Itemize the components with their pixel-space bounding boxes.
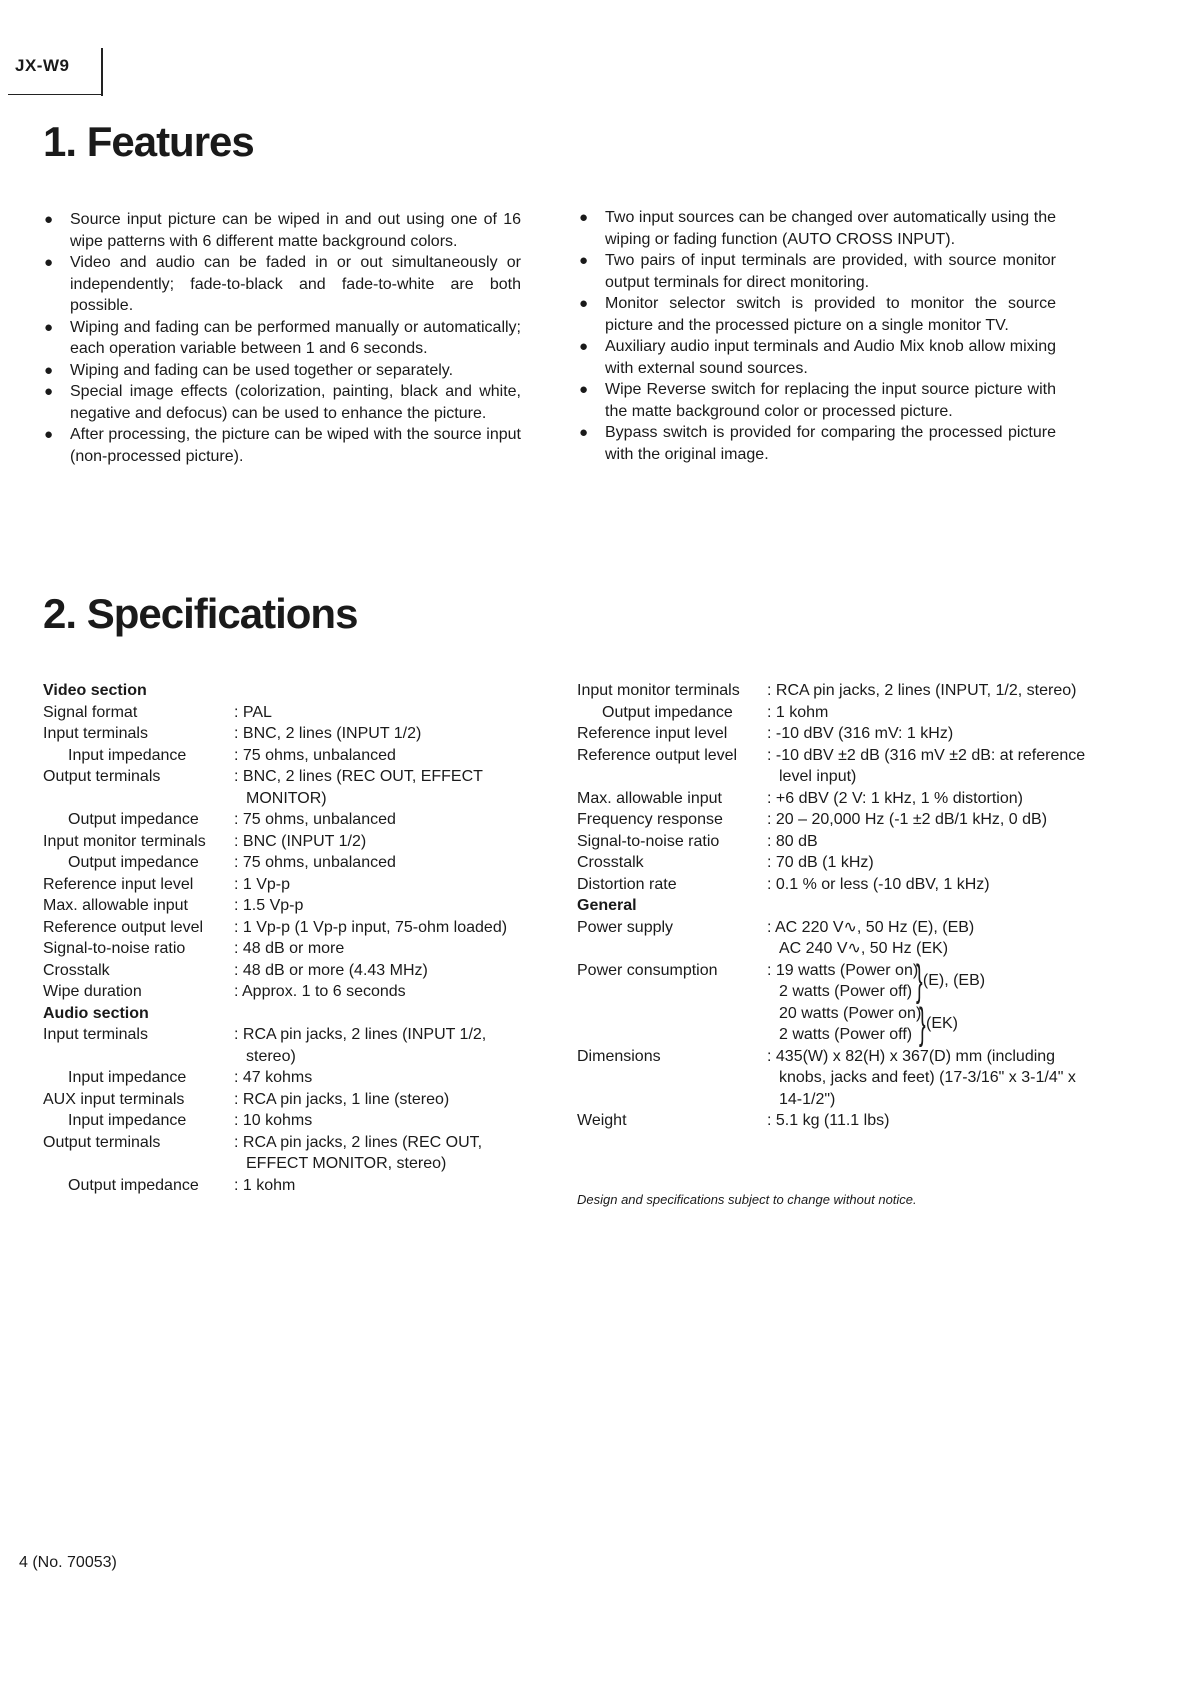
spec-value: : 20 – 20,000 Hz (-1 ±2 dB/1 kHz, 0 dB) xyxy=(767,811,1048,828)
spec-value: : 1 kohm xyxy=(234,1176,296,1194)
audio-spec-list-continued xyxy=(577,680,1087,895)
spec-label: Reference input level xyxy=(577,725,728,742)
feature-item xyxy=(578,422,1056,465)
power-consumption-group-ek xyxy=(767,999,1087,1048)
spec-label: Input terminals xyxy=(43,725,148,742)
feature-item xyxy=(578,379,1056,422)
region-tag: (E), (EB) xyxy=(922,972,986,990)
spec-label: Wipe duration xyxy=(43,983,142,1000)
spec-value: : 70 dB (1 kHz) xyxy=(767,854,874,871)
spec-value: : Approx. 1 to 6 seconds xyxy=(234,983,406,1000)
feature-item xyxy=(43,252,521,317)
feature-text: After processing, the picture can be wiped with the source input (non-processed picture). xyxy=(70,426,521,465)
video-spec-list xyxy=(43,702,533,1003)
audio-section-title: Audio section xyxy=(43,1004,149,1022)
spec-label: Reference output level xyxy=(43,918,204,936)
features-right-column xyxy=(578,207,1056,465)
feature-item xyxy=(578,293,1056,336)
spec-row-weight xyxy=(577,1110,1087,1132)
spec-row xyxy=(43,766,533,809)
feature-text: Source input picture can be wiped in and out using one of 16 wipe patterns with 6 different matte background colors. xyxy=(70,211,521,250)
feature-item xyxy=(578,336,1056,379)
spec-row xyxy=(43,1110,533,1132)
spec-row xyxy=(43,852,533,874)
feature-item xyxy=(578,207,1056,250)
spec-row xyxy=(577,680,1087,702)
spec-value: : BNC, 2 lines (INPUT 1/2) xyxy=(234,725,422,742)
spec-label: Output impedance xyxy=(68,854,199,871)
spec-value xyxy=(767,917,1087,960)
bullet-icon: ● xyxy=(579,295,589,312)
spec-row xyxy=(43,1067,533,1089)
spec-label: Signal format xyxy=(43,703,138,721)
spec-label: Output terminals xyxy=(43,1133,161,1151)
specs-right-column xyxy=(577,680,1087,1132)
spec-value: : 75 ohms, unbalanced xyxy=(234,811,396,828)
page-number: 4 (No. 70053) xyxy=(19,1554,117,1571)
spec-label: Signal-to-noise ratio xyxy=(577,832,720,850)
spec-label: AUX input terminals xyxy=(43,1090,185,1108)
spec-value: : 75 ohms, unbalanced xyxy=(234,746,396,764)
spec-label: Output impedance xyxy=(602,703,733,721)
spec-label: Input impedance xyxy=(68,746,187,764)
spec-row xyxy=(43,1024,533,1067)
region-tag: (EK) xyxy=(925,1015,958,1033)
spec-row xyxy=(577,702,1087,724)
spec-label: Output terminals xyxy=(43,768,161,785)
spec-value: : RCA pin jacks, 2 lines (INPUT, 1/2, stereo) xyxy=(767,682,1077,699)
spec-value: : BNC (INPUT 1/2) xyxy=(234,832,367,850)
spec-value: : 48 dB or more (4.43 MHz) xyxy=(234,961,428,979)
specs-notice: Design and specifications subject to change without notice. xyxy=(577,1192,917,1207)
brace-icon: } xyxy=(916,956,923,1005)
spec-label: Input terminals xyxy=(43,1026,148,1043)
spec-value: : 1 Vp-p (1 Vp-p input, 75-ohm loaded) xyxy=(234,918,508,936)
spec-row xyxy=(577,831,1087,853)
spec-row xyxy=(43,745,533,767)
spec-value: : PAL xyxy=(234,703,272,721)
feature-text: Special image effects (colorization, painting, black and white, negative and defocus) can be used to enhance the picture. xyxy=(70,383,521,422)
spec-value: : RCA pin jacks, 2 lines (INPUT 1/2, stereo) xyxy=(234,1026,487,1065)
spec-label: Power supply xyxy=(577,918,674,936)
spec-row xyxy=(43,960,533,982)
feature-item xyxy=(578,250,1056,293)
specs-left-column xyxy=(43,680,533,1196)
feature-text: Bypass switch is provided for comparing the processed picture with the original image. xyxy=(605,424,1056,463)
spec-row xyxy=(43,981,533,1003)
bullet-icon: ● xyxy=(579,252,589,269)
spec-label: Power consumption xyxy=(577,961,718,979)
spec-value: : 75 ohms, unbalanced xyxy=(234,854,396,871)
spec-label: Crosstalk xyxy=(577,854,644,871)
feature-item xyxy=(43,424,521,467)
spec-label: Max. allowable input xyxy=(577,789,722,807)
features-left-column xyxy=(43,209,521,467)
spec-value: : RCA pin jacks, 1 line (stereo) xyxy=(234,1090,450,1108)
spec-row xyxy=(577,809,1087,831)
bullet-icon: ● xyxy=(44,211,54,228)
spec-row xyxy=(43,874,533,896)
spec-label: Weight xyxy=(577,1112,627,1129)
spec-row xyxy=(43,1089,533,1111)
spec-value: : 10 kohms xyxy=(234,1112,313,1129)
feature-item xyxy=(43,209,521,252)
spec-value: : 1 Vp-p xyxy=(234,875,291,893)
spec-label: Input monitor terminals xyxy=(577,682,740,699)
spec-row xyxy=(43,1132,533,1175)
spec-label: Frequency response xyxy=(577,811,723,828)
spec-row xyxy=(43,809,533,831)
feature-text: Wipe Reverse switch for replacing the input source picture with the matte background color or processed picture. xyxy=(605,381,1056,420)
features-heading: 1. Features xyxy=(43,118,254,165)
bullet-icon: ● xyxy=(44,361,54,379)
spec-value xyxy=(767,956,1087,1048)
bullet-icon: ● xyxy=(44,383,54,400)
spec-value: : RCA pin jacks, 2 lines (REC OUT, EFFECT MONITOR, stereo) xyxy=(234,1133,483,1172)
specifications-heading: 2. Specifications xyxy=(43,590,358,637)
spec-label: Input impedance xyxy=(68,1069,187,1086)
general-section-title: General xyxy=(577,897,637,914)
spec-row xyxy=(43,917,533,939)
spec-row xyxy=(43,831,533,853)
spec-value: : 5.1 kg (11.1 lbs) xyxy=(767,1112,890,1129)
bullet-icon: ● xyxy=(579,424,589,441)
video-section-title: Video section xyxy=(43,682,147,699)
bullet-icon: ● xyxy=(579,338,589,355)
spec-row xyxy=(43,702,533,724)
spec-label: Signal-to-noise ratio xyxy=(43,940,186,957)
spec-value: : -10 dBV (316 mV: 1 kHz) xyxy=(767,725,954,742)
power-consumption-off: 2 watts (Power off) xyxy=(779,1026,913,1043)
spec-label: Input impedance xyxy=(68,1112,187,1129)
spec-label: Dimensions xyxy=(577,1047,661,1065)
spec-row xyxy=(577,788,1087,810)
spec-row xyxy=(43,938,533,960)
feature-text: Wiping and fading can be used together or separately. xyxy=(70,361,454,379)
header-rule-vertical xyxy=(101,48,103,96)
spec-label: Reference input level xyxy=(43,875,194,893)
model-tag: JX-W9 xyxy=(15,56,70,75)
spec-label: Output impedance xyxy=(68,811,199,828)
feature-text: Two pairs of input terminals are provided, with source monitor output terminals for direct monitoring. xyxy=(605,252,1056,291)
brace-icon: } xyxy=(919,999,926,1048)
feature-text: Monitor selector switch is provided to monitor the source picture and the processed picture on a single monitor TV. xyxy=(605,295,1056,334)
spec-value: : BNC, 2 lines (REC OUT, EFFECT MONITOR) xyxy=(234,768,483,807)
spec-row xyxy=(577,852,1087,874)
spec-label: Reference output level xyxy=(577,746,738,764)
power-consumption-on: : 19 watts (Power on) xyxy=(767,961,919,979)
spec-row xyxy=(43,1175,533,1197)
spec-row-power-consumption xyxy=(577,956,1087,1048)
power-supply-line-2: AC 240 V∿, 50 Hz (EK) xyxy=(779,940,949,957)
feature-item xyxy=(43,381,521,424)
spec-row xyxy=(577,874,1087,896)
bullet-icon: ● xyxy=(579,381,589,398)
power-consumption-group-e xyxy=(767,956,1087,1005)
power-supply-line-1: : AC 220 V∿, 50 Hz (E), (EB) xyxy=(767,918,975,936)
spec-value: : 48 dB or more xyxy=(234,940,345,957)
power-consumption-off: 2 watts (Power off) xyxy=(779,983,913,1000)
spec-value: : -10 dBV ±2 dB (316 mV ±2 dB: at reference level input) xyxy=(767,746,1086,785)
bullet-icon: ● xyxy=(44,254,54,271)
feature-item xyxy=(43,360,521,382)
spec-row xyxy=(577,723,1087,745)
spec-row-power-supply xyxy=(577,917,1087,960)
spec-value: : 1.5 Vp-p xyxy=(234,897,304,914)
spec-value: : 435(W) x 82(H) x 367(D) mm (including knobs, jacks and feet) (17-3/16" x 3-1/4" x 14-1/2") xyxy=(767,1047,1076,1108)
feature-text: Video and audio can be faded in or out simultaneously or independently; fade-to-black and fade-to-white are both possible. xyxy=(70,254,521,314)
spec-row xyxy=(43,723,533,745)
spec-row-dimensions xyxy=(577,1046,1087,1111)
spec-label: Crosstalk xyxy=(43,961,110,979)
spec-value: : 0.1 % or less (-10 dBV, 1 kHz) xyxy=(767,875,990,893)
feature-text: Wiping and fading can be performed manually or automatically; each operation variable between 1 and 6 seconds. xyxy=(70,318,521,357)
bullet-icon: ● xyxy=(44,426,54,443)
audio-spec-list xyxy=(43,1024,533,1196)
spec-value: : +6 dBV (2 V: 1 kHz, 1 % distortion) xyxy=(767,789,1023,807)
spec-label: Distortion rate xyxy=(577,875,677,893)
power-consumption-on: 20 watts (Power on) xyxy=(779,1004,922,1022)
bullet-icon: ● xyxy=(44,318,54,336)
feature-text: Two input sources can be changed over automatically using the wiping or fading function (AUTO CROSS INPUT). xyxy=(605,209,1056,248)
spec-label: Input monitor terminals xyxy=(43,832,206,850)
spec-value: : 80 dB xyxy=(767,832,818,850)
feature-text: Auxiliary audio input terminals and Audio Mix knob allow mixing with external sound sources. xyxy=(605,338,1056,377)
spec-label: Output impedance xyxy=(68,1176,199,1194)
spec-row xyxy=(577,745,1087,788)
feature-item xyxy=(43,317,521,360)
spec-value: : 47 kohms xyxy=(234,1069,313,1086)
spec-label: Max. allowable input xyxy=(43,897,188,914)
header-rule-horizontal xyxy=(8,94,103,95)
bullet-icon: ● xyxy=(579,209,589,226)
spec-value: : 1 kohm xyxy=(767,703,829,721)
spec-row xyxy=(43,895,533,917)
